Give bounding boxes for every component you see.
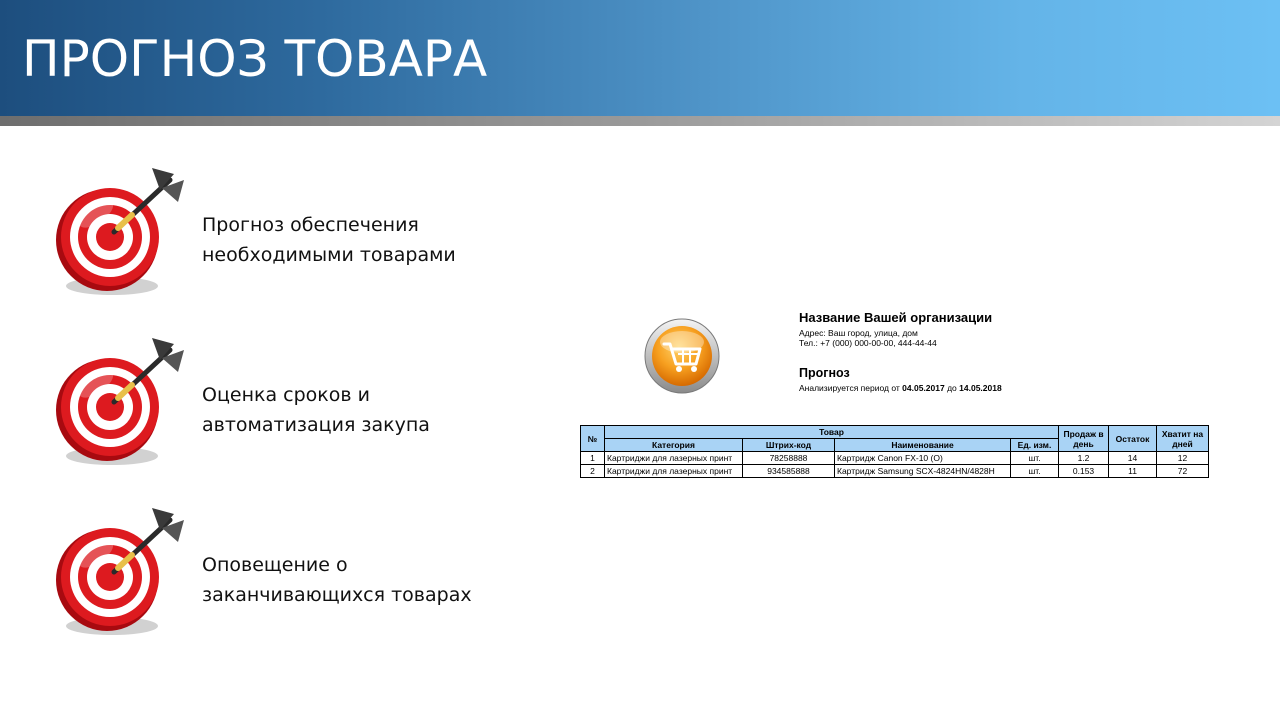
cell-category: Картриджи для лазерных принт bbox=[605, 465, 743, 478]
target-dart-icon bbox=[52, 506, 187, 641]
bullet-item-purchase bbox=[52, 336, 492, 476]
col-header-sales: Продаж в день bbox=[1059, 426, 1109, 452]
cell-days: 12 bbox=[1157, 452, 1209, 465]
organization-name: Название Вашей организации bbox=[799, 310, 993, 325]
header-divider bbox=[0, 116, 1280, 126]
cell-num: 2 bbox=[581, 465, 605, 478]
col-header-category: Категория bbox=[605, 439, 743, 452]
cell-barcode: 78258888 bbox=[743, 452, 835, 465]
shopping-cart-icon bbox=[632, 308, 732, 408]
col-header-group-product: Товар bbox=[605, 426, 1059, 439]
bullet-text bbox=[202, 210, 456, 270]
bullet-item-forecast bbox=[52, 166, 492, 306]
bullet-text bbox=[202, 380, 430, 440]
bullet-line: заканчивающихся товарах bbox=[202, 584, 472, 606]
col-header-name: Наименование bbox=[835, 439, 1011, 452]
cell-name: Картридж Canon FX-10 (O) bbox=[835, 452, 1011, 465]
col-header-unit: Ед. изм. bbox=[1011, 439, 1059, 452]
report-title: Прогноз bbox=[799, 366, 850, 380]
col-header-num: № bbox=[581, 426, 605, 452]
bullet-line: автоматизация закупа bbox=[202, 414, 430, 436]
cell-stock: 14 bbox=[1109, 452, 1157, 465]
bullet-text bbox=[202, 550, 472, 610]
table-row bbox=[581, 452, 1209, 465]
organization-address: Адрес: Ваш город, улица, дом bbox=[799, 328, 918, 338]
forecast-table bbox=[580, 425, 1209, 478]
slide-title: ПРОГНОЗ ТОВАРА bbox=[22, 30, 488, 88]
table-row bbox=[581, 465, 1209, 478]
cell-unit: шт. bbox=[1011, 465, 1059, 478]
cell-num: 1 bbox=[581, 452, 605, 465]
bullet-line: Прогноз обеспечения bbox=[202, 214, 419, 236]
slide-header bbox=[0, 0, 1280, 116]
report-period: Анализируется период от 04.05.2017 до 14.05.2018 bbox=[799, 383, 1002, 393]
cell-days: 72 bbox=[1157, 465, 1209, 478]
period-from: 04.05.2017 bbox=[902, 383, 945, 393]
cell-category: Картриджи для лазерных принт bbox=[605, 452, 743, 465]
cell-barcode: 934585888 bbox=[743, 465, 835, 478]
organization-phone: Тел.: +7 (000) 000-00-00, 444-44-44 bbox=[799, 338, 937, 348]
cell-sales: 0.153 bbox=[1059, 465, 1109, 478]
cell-unit: шт. bbox=[1011, 452, 1059, 465]
forecast-report-preview bbox=[578, 300, 1210, 490]
bullet-line: Оценка сроков и bbox=[202, 384, 370, 406]
cell-stock: 11 bbox=[1109, 465, 1157, 478]
bullet-item-notification bbox=[52, 506, 492, 646]
target-dart-icon bbox=[52, 336, 187, 471]
cell-name: Картридж Samsung SCX-4824HN/4828H bbox=[835, 465, 1011, 478]
col-header-days: Хватит на дней bbox=[1157, 426, 1209, 452]
bullet-line: Оповещение о bbox=[202, 554, 348, 576]
period-to: 14.05.2018 bbox=[959, 383, 1002, 393]
bullet-line: необходимыми товарами bbox=[202, 244, 456, 266]
col-header-barcode: Штрих-код bbox=[743, 439, 835, 452]
cell-sales: 1.2 bbox=[1059, 452, 1109, 465]
col-header-stock: Остаток bbox=[1109, 426, 1157, 452]
target-dart-icon bbox=[52, 166, 187, 301]
